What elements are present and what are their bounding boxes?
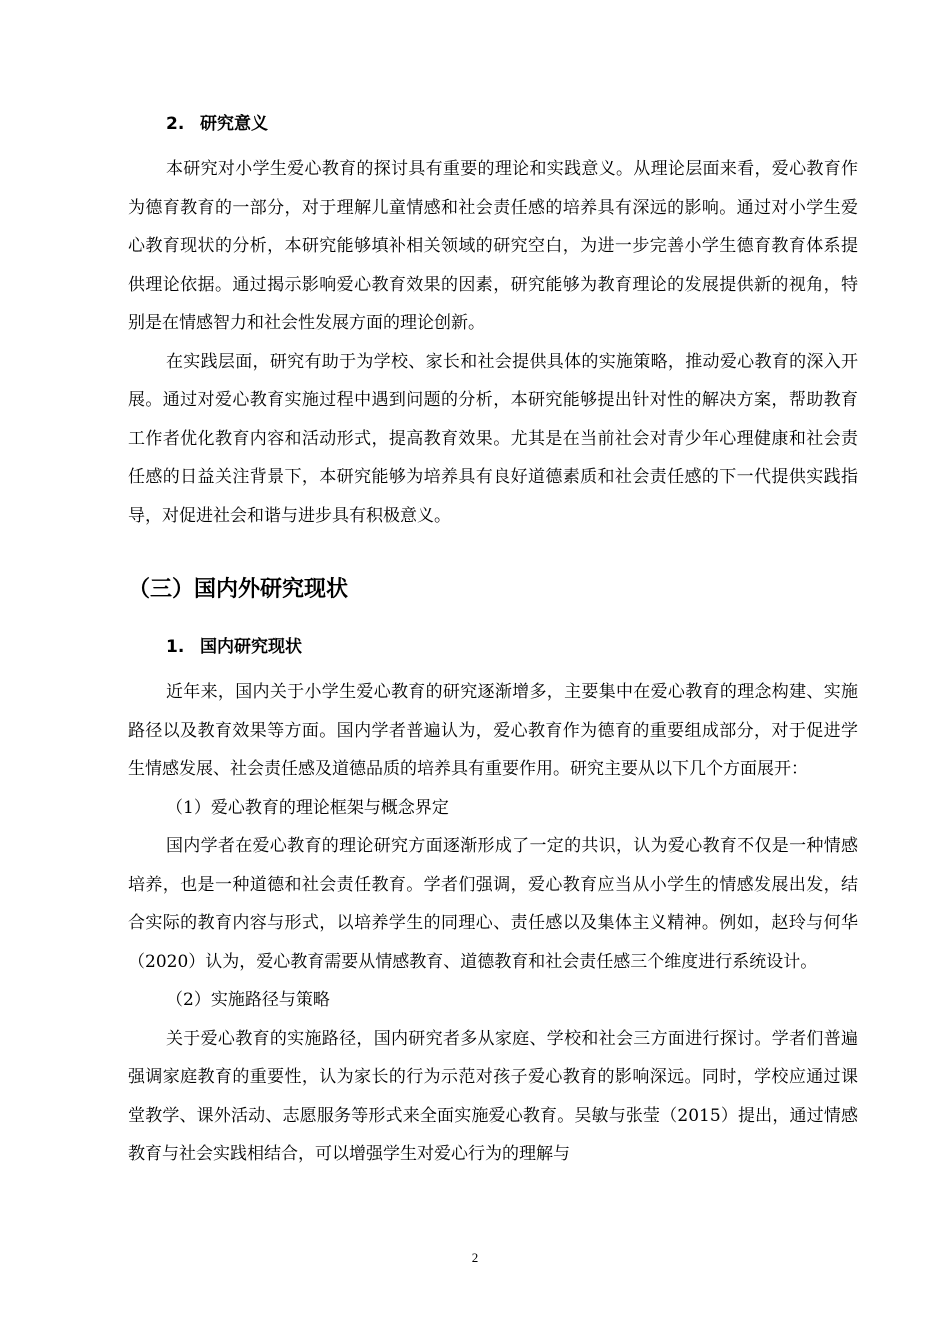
heading-text: 研究意义 bbox=[200, 114, 268, 134]
heading-domestic-status bbox=[166, 635, 858, 659]
paragraph-implementation: 关于爱心教育的实施路径，国内研究者多从家庭、学校和社会三方面进行探讨。学者们普遍强调家庭教育的重要性，认为家长的行为示范对孩子爱心教育的影响深远。同时，学校应通过课堂教学、课外活动、志愿服务等形式来全面实施爱心教育。吴敏与张莹（2015）提出，通过情感教育与社会实践相结合，可以增强学生对爱心行为的理解与 bbox=[128, 1028, 858, 1164]
paragraph-practice-significance: 在实践层面，研究有助于为学校、家长和社会提供具体的实施策略，推动爱心教育的深入开展。通过对爱心教育实施过程中遇到问题的分析，本研究能够提出针对性的解决方案，帮助教育工作者优化教育内容和活动形式，提高教育效果。尤其是在当前社会对青少年心理健康和社会责任感的日益关注背景下，本研究能够为培养具有良好道德素质和社会责任感的下一代提供实践指导，对促进社会和谐与进步具有积极意义。 bbox=[128, 351, 858, 526]
paragraph-theory-significance: 本研究对小学生爱心教育的探讨具有重要的理论和实践意义。从理论层面来看，爱心教育作为德育教育的一部分，对于理解儿童情感和社会责任感的培养具有深远的影响。通过对小学生爱心教育现状的分析，本研究能够填补相关领域的研究空白，为进一步完善小学生德育教育体系提供理论依据。通过揭示影响爱心教育效果的因素，研究能够为教育理论的发展提供新的视角，特别是在情感智力和社会性发展方面的理论创新。 bbox=[128, 159, 858, 333]
subheading-theory-framework: （1）爱心教育的理论框架与概念界定 bbox=[166, 797, 449, 818]
page-content bbox=[128, 112, 858, 1174]
paragraph-theory-framework: 国内学者在爱心教育的理论研究方面逐渐形成了一定的共识，认为爱心教育不仅是一种情感培养，也是一种道德和社会责任教育。学者们强调，爱心教育应当从小学生的情感发展出发，结合实际的教育内容与形式，以培养学生的同理心、责任感以及集体主义精神。例如，赵玲与何华（2020）认为，爱心教育需要从情感教育、道德教育和社会责任感三个维度进行系统设计。 bbox=[128, 836, 858, 972]
heading-text: 国内研究现状 bbox=[200, 637, 302, 657]
section-title-research-status: （三）国内外研究现状 bbox=[128, 577, 349, 602]
subheading-implementation: （2）实施路径与策略 bbox=[166, 990, 330, 1010]
heading-number: 2. bbox=[166, 114, 185, 134]
paragraph-domestic-intro: 近年来，国内关于小学生爱心教育的研究逐渐增多，主要集中在爱心教育的理念构建、实施路径以及教育效果等方面。国内学者普遍认为，爱心教育作为德育的重要组成部分，对于促进学生情感发展、社会责任感及道德品质的培养具有重要作用。研究主要从以下几个方面展开： bbox=[128, 682, 858, 779]
heading-number: 1. bbox=[166, 637, 185, 657]
page-number: 2 bbox=[471, 1250, 479, 1265]
heading-research-significance bbox=[166, 112, 858, 136]
